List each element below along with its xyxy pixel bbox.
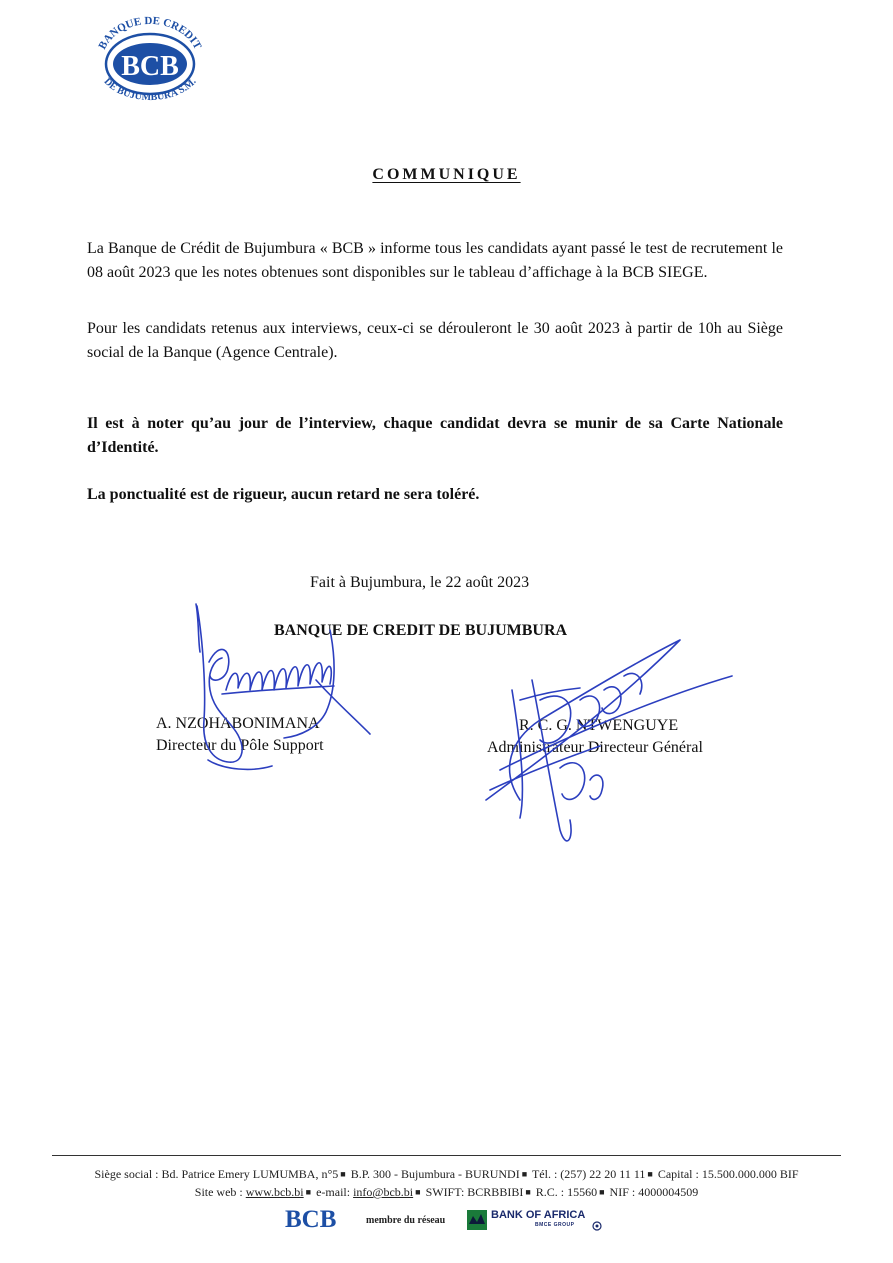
bmce-icon	[592, 1221, 602, 1231]
signatory-left-name: A. NZOHABONIMANA	[156, 715, 320, 732]
signatory-right-name: R. C. G. NTWENGUYE	[519, 717, 679, 734]
footer-address: Siège social : Bd. Patrice Emery LUMUMBA, n°5 ■ B.P. 300 - Bujumbura - BURUNDI ■ Tél. : (257) 22 20 11 11 ■ Capital : 15.500.000.000 BIF	[94, 1167, 799, 1181]
footer-rule	[52, 1155, 841, 1156]
paragraph-punctuality: La ponctualité est de rigueur, aucun retard ne sera toléré.	[87, 486, 480, 503]
logo-arc-top: BANQUE DE CREDIT	[96, 14, 204, 52]
footer-network-name: BANK OF AFRICA	[491, 1209, 586, 1221]
footer-member-label: membre du réseau	[366, 1215, 446, 1226]
email-link[interactable]: info@bcb.bi	[353, 1185, 414, 1199]
footer-contacts: Site web : www.bcb.bi ■ e-mail: info@bcb.bi ■ SWIFT: BCRBBIBI ■ R.C. : 15560 ■ NIF : 4000004509	[194, 1185, 699, 1199]
paragraph-id-card-notice: Il est à noter qu’au jour de l’interview, chaque candidat devra se munir de sa Carte Nationale d’Identité.	[87, 415, 783, 456]
document-title: COMMUNIQUE	[372, 166, 521, 183]
bank-of-africa-icon	[467, 1210, 487, 1230]
footer-network-group: BMCE GROUP	[535, 1222, 575, 1228]
bank-name: BANQUE DE CREDIT DE BUJUMBURA	[274, 622, 568, 639]
website-link[interactable]: www.bcb.bi	[245, 1185, 304, 1199]
place-date: Fait à Bujumbura, le 22 août 2023	[310, 574, 530, 591]
signatory-left-role: Directeur du Pôle Support	[156, 737, 324, 754]
logo-abbr: BCB	[121, 51, 179, 82]
logo-arc-bottom: DE BUJUMBURA S.M.	[101, 76, 199, 102]
bcb-logo	[84, 12, 216, 102]
footer-bcb-logo: BCB	[285, 1206, 337, 1233]
signatory-right-role: Administrateur Directeur Général	[487, 739, 703, 756]
paragraph-interviews: Pour les candidats retenus aux interviews, ceux-ci se dérouleront le 30 août 2023 à partir de 10h au Siège social de la Banque (Agence Centrale).	[87, 320, 783, 361]
paragraph-results: La Banque de Crédit de Bujumbura « BCB » informe tous les candidats ayant passé le test de recrutement le 08 août 2023 que les notes obtenues sont disponibles sur le tableau d’affichage à la BCB SIEGE.	[87, 240, 783, 281]
